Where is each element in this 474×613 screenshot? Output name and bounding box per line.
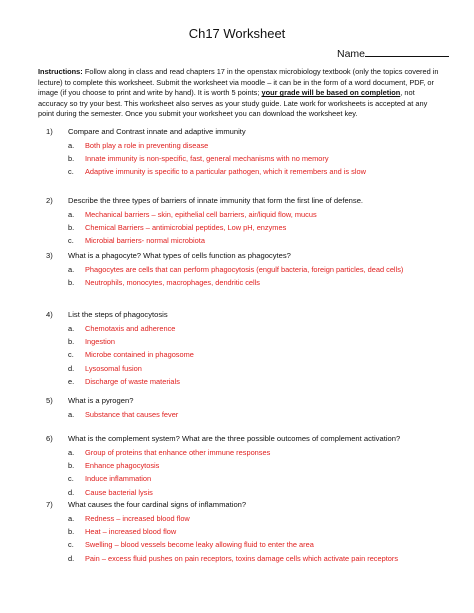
name-field: [337, 46, 449, 61]
answer-text: Adaptive immunity is specific to a particular pathogen, which it remembers and is slow: [85, 167, 366, 177]
answer-text: Induce inflammation: [85, 474, 152, 484]
answer-letter: c.: [68, 540, 74, 550]
answer-letter: a.: [68, 141, 75, 150]
answer-letter: c.: [68, 167, 74, 177]
answer-letter: a.: [68, 448, 75, 457]
answer-letter: b.: [68, 527, 75, 537]
question-text: Compare and Contrast innate and adaptive immunity: [68, 127, 246, 136]
answer-letter: d.: [68, 487, 75, 497]
answer-letter: a.: [68, 265, 75, 274]
answer-text: Heat – increased blood flow: [85, 527, 177, 537]
name-label: Name: [337, 48, 366, 60]
answer-letter: b.: [68, 223, 75, 233]
question-number: 4): [46, 310, 53, 319]
answer-text: Chemical Barriers – antimicrobial peptides, Low pH, enzymes: [85, 223, 287, 233]
instructions-lead: Instructions:: [38, 67, 83, 76]
answer-text: Microbial barriers- normal microbiota: [85, 236, 205, 246]
answer-text: Swelling – blood vessels become leaky allowing fluid to enter the area: [85, 540, 314, 550]
page-title: Ch17 Worksheet: [188, 26, 286, 41]
answer-text: Phagocytes are cells that can perform phagocytosis (engulf bacteria, foreign particles, dead cells): [85, 265, 404, 274]
answer-letter: b.: [68, 337, 75, 347]
question-text: List the steps of phagocytosis: [68, 310, 168, 319]
answer-text: Lysosomal fusion: [85, 363, 142, 373]
instructions-tail: , not accuracy so try your best. This worksheet also serves as your study guide. Late work for worksheets is accepted at any point during the semester. Once you submit your worksheet you can download the worksheet key.: [38, 88, 428, 119]
question-text: What is the complement system? What are the three possible outcomes of complement activation?: [68, 434, 401, 443]
answer-text: Microbe contained in phagosome: [85, 350, 194, 360]
answer-text: Chemotaxis and adherence: [85, 324, 176, 333]
answer-letter: a.: [68, 514, 75, 523]
question-number: 5): [46, 396, 53, 405]
question-text: What is a phagocyte? What types of cells function as phagocytes?: [68, 251, 291, 260]
answer-text: Pain – excess fluid pushes on pain receptors, toxins damage cells which activate pain receptors: [85, 553, 399, 563]
instructions-emphasis: your grade will be based on completion: [261, 88, 401, 98]
answer-letter: d.: [68, 363, 75, 373]
answer-letter: b.: [68, 154, 75, 164]
answer-letter: c.: [68, 474, 74, 484]
answer-letter: a.: [68, 324, 75, 333]
answer-text: Discharge of waste materials: [85, 376, 180, 386]
answer-letter: a.: [68, 410, 75, 419]
answer-letter: d.: [68, 553, 75, 563]
question-text: Describe the three types of barriers of innate immunity that form the first line of defense.: [68, 196, 364, 205]
answer-text: Both play a role in preventing disease: [85, 141, 209, 150]
answer-text: Redness – increased blood flow: [85, 514, 190, 523]
question-number: 3): [46, 251, 53, 260]
question-number: 2): [46, 196, 53, 205]
answer-text: Enhance phagocytosis: [85, 461, 160, 471]
answer-letter: e.: [68, 376, 75, 386]
answer-text: Mechanical barriers – skin, epithelial cell barriers, air/liquid flow, mucus: [85, 210, 317, 219]
answer-text: Substance that causes fever: [85, 410, 179, 419]
answer-letter: a.: [68, 210, 75, 219]
answer-letter: b.: [68, 461, 75, 471]
question-text: What is a pyrogen?: [68, 396, 134, 405]
answer-text: Cause bacterial lysis: [85, 487, 153, 497]
answer-text: Neutrophils, monocytes, macrophages, dendritic cells: [85, 278, 260, 288]
answer-letter: c.: [68, 236, 74, 246]
answer-text: Innate immunity is non-specific, fast, general mechanisms with no memory: [85, 154, 329, 164]
question-number: 1): [46, 127, 53, 136]
answer-text: Group of proteins that enhance other immune responses: [85, 448, 271, 457]
instructions-body: Follow along in class and read chapters 17 in the openstax microbiology textbook (only the topics covered in lecture) to complete this worksheet. Submit the worksheet via moodle – it can be in the form of a word document, PDF, or image (if you choose to print and write by hand). It is worth 5 points;: [38, 67, 439, 98]
answer-letter: b.: [68, 278, 75, 288]
question-number: 6): [46, 434, 53, 443]
question-number: 7): [46, 500, 53, 509]
answer-text: Ingestion: [85, 337, 115, 347]
question-text: What causes the four cardinal signs of inflammation?: [68, 500, 247, 509]
instructions-paragraph: [38, 67, 443, 120]
answer-letter: c.: [68, 350, 74, 360]
name-blank-line: [365, 46, 449, 57]
